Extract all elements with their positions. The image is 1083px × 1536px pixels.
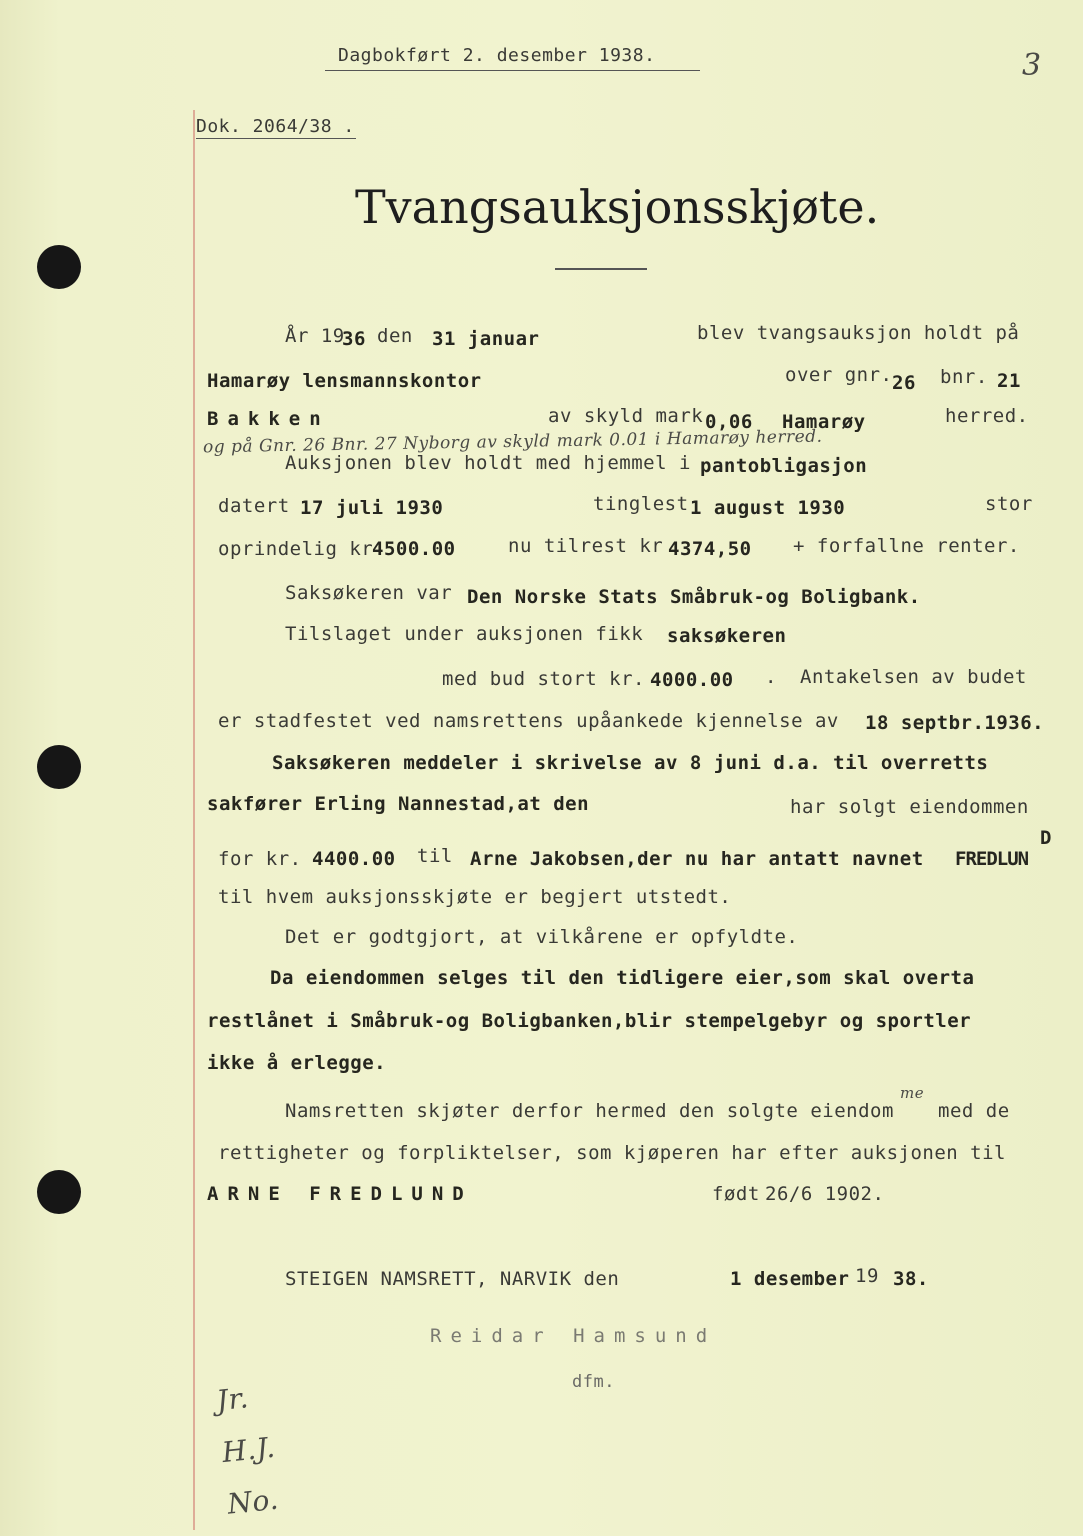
filled-year: 38.	[893, 1268, 929, 1290]
text-line: 19	[855, 1265, 879, 1287]
filled-date: 31 januar	[432, 328, 540, 350]
typed-note: Da eiendommen selges til den tidligere eier,som skal overta	[270, 967, 975, 989]
filled-herred: Hamarøy	[782, 411, 866, 433]
text-line: Det er godtgjort, at vilkårene er opfyldte.	[285, 926, 799, 948]
text-line: har solgt eiendommen	[790, 796, 1029, 818]
filled-hjemmel: pantobligasjon	[700, 455, 868, 477]
buyer-name: ARNE FREDLUND	[207, 1183, 473, 1205]
filled-property-name: Bakken	[207, 408, 330, 430]
dagbok-underline	[325, 70, 700, 71]
filled-date: 17 juli 1930	[300, 497, 444, 519]
filled-buyer: saksøkeren	[667, 625, 787, 647]
margin-line	[193, 110, 195, 1530]
text-line: for kr.	[218, 848, 302, 870]
punch-hole	[37, 745, 81, 789]
document-title: Tvangsauksjonsskjøte.	[355, 180, 880, 234]
dagbok-stamp: Dagbokført 2. desember 1938.	[338, 45, 656, 66]
title-abbrev: dfm.	[572, 1372, 615, 1392]
text-line: + forfallne renter.	[793, 535, 1020, 557]
filled-amount: 4500.00	[372, 538, 456, 560]
text-line: født	[712, 1183, 760, 1205]
filled-location: Hamarøy lensmannskontor	[207, 370, 482, 392]
text-line: til	[417, 845, 453, 867]
punch-hole	[37, 1170, 81, 1214]
typed-note: Arne Jakobsen,der nu har antatt navnet	[470, 848, 924, 870]
text-line: av skyld mark	[548, 405, 704, 427]
text-line: den	[377, 325, 413, 347]
text-line: nu tilrest kr	[508, 535, 664, 557]
text-line: over gnr.	[785, 364, 893, 386]
signature-name: Reidar Hamsund	[430, 1325, 717, 1347]
filled-bnr: 21	[997, 370, 1021, 392]
filled-plaintiff: Den Norske Stats Småbruk-og Boligbank.	[467, 586, 921, 608]
title-rule	[555, 268, 647, 270]
text-line: År 19	[285, 325, 345, 347]
filled-gnr: 26	[892, 372, 916, 394]
text-line: oprindelig kr	[218, 538, 374, 560]
punch-hole	[37, 245, 81, 289]
page-number: 3	[1022, 48, 1042, 83]
text-line: herred.	[945, 405, 1029, 427]
handwritten-initials: Jr. H.J. No.	[214, 1381, 281, 1521]
filled-date: 18 septbr.1936.	[865, 712, 1045, 734]
text-line: STEIGEN NAMSRETT, NARVIK den	[285, 1268, 620, 1290]
text-line: til hvem auksjonsskjøte er begjert utstedt.	[218, 886, 732, 908]
text-line: Saksøkeren var	[285, 582, 453, 604]
text-line: med de	[938, 1100, 1010, 1122]
typed-note: sakfører Erling Nannestad,at den	[207, 793, 590, 815]
filled-date: 1 desember	[730, 1268, 850, 1290]
text-line: rettigheter og forpliktelser, som kjøperen har efter auksjonen til	[218, 1142, 1006, 1164]
filled-bid: 4000.00	[650, 669, 734, 691]
document-number: Dok. 2064/38 .	[196, 116, 355, 137]
text-line: .	[765, 666, 777, 688]
typed-name: FREDLUN	[955, 848, 1029, 870]
text-line: Namsretten skjøter derfor hermed den solgte eiendom	[285, 1100, 894, 1122]
filled-amount: 4400.00	[312, 848, 396, 870]
text-line: Tilslaget under auksjonen fikk	[285, 623, 644, 645]
text-line: Antakelsen av budet	[800, 666, 1027, 688]
text-line: stor	[985, 493, 1033, 515]
text-line: blev tvangsauksjon holdt på	[697, 322, 1020, 344]
text-line: bnr.	[940, 366, 988, 388]
handwritten-note: og på Gnr. 26 Bnr. 27 Nyborg av skyld mark 0.01 i Hamarøy herred.	[202, 426, 823, 458]
text-line: med bud stort kr.	[442, 668, 645, 690]
handwritten-insert: me	[900, 1084, 925, 1102]
filled-amount: 4374,50	[668, 538, 752, 560]
text-line: datert	[218, 495, 290, 517]
filled-year: 36	[342, 328, 366, 350]
dok-underline	[196, 138, 356, 139]
filled-skyld: 0,06	[705, 411, 753, 433]
typed-note: Saksøkeren meddeler i skrivelse av 8 juni d.a. til overretts	[272, 752, 989, 774]
text-line: tinglest	[593, 493, 689, 515]
filled-date: 1 august 1930	[690, 497, 846, 519]
typed-note: ikke å erlegge.	[207, 1052, 387, 1074]
typed-correction: D	[1040, 827, 1052, 849]
text-line: Auksjonen blev holdt med hjemmel i	[285, 452, 691, 474]
birth-date: 26/6 1902.	[765, 1183, 885, 1205]
text-line: er stadfestet ved namsrettens upåankede kjennelse av	[218, 710, 839, 732]
typed-note: restlånet i Småbruk-og Boligbanken,blir stempelgebyr og sportler	[207, 1010, 972, 1032]
